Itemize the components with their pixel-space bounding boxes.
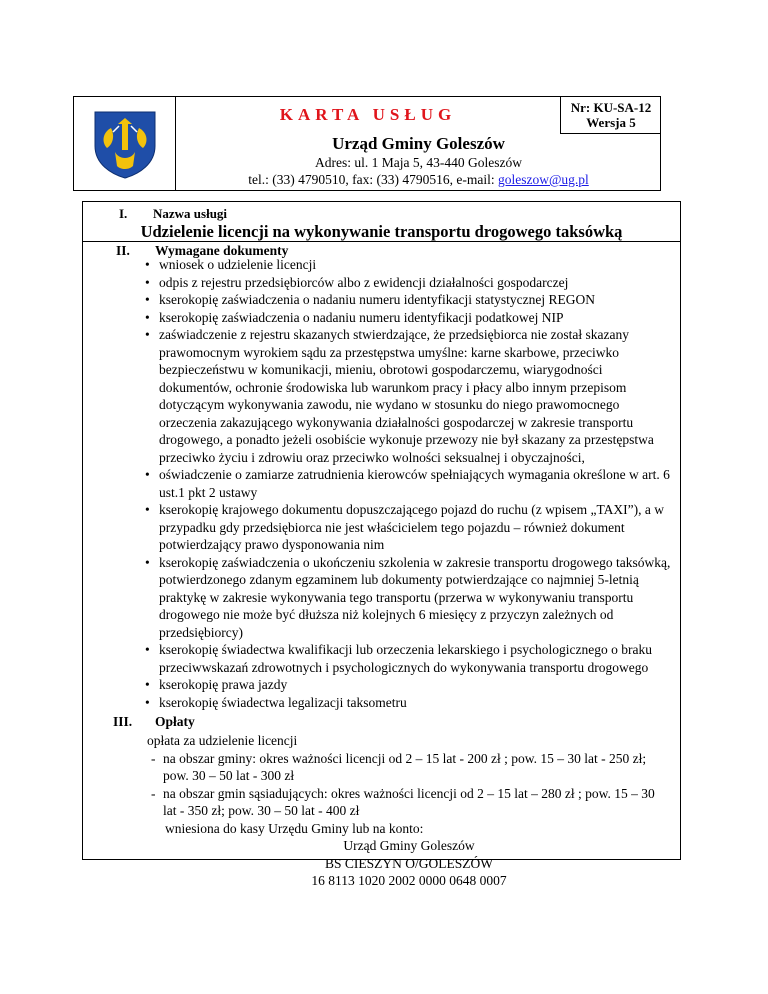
email-link[interactable]: goleszow@ug.pl [497, 172, 589, 187]
list-item: • wniosek o udzielenie licencji [145, 257, 317, 272]
office-address: Adres: ul. 1 Maja 5, 43-440 Goleszów [315, 155, 522, 170]
fee-intro: opłata za udzielenie licencji [147, 733, 298, 748]
list-item: • kserokopię prawa jazdy [145, 677, 288, 692]
office-name: Urząd Gminy Goleszów [332, 134, 505, 153]
document-number-cell [560, 96, 661, 134]
title-cell [176, 96, 560, 134]
card-title: KARTA USŁUG [279, 105, 457, 124]
list-item: • kserokopię zaświadczenia o nadaniu numeru identyfikacji statystycznej REGON [145, 292, 595, 307]
bank-branch: BS CIESZYN O/GOLESZÓW [325, 855, 493, 871]
section-number: III. [113, 714, 133, 729]
section-number: I. [119, 206, 128, 221]
section-service-name [82, 201, 681, 242]
list-item: • kserokopię zaświadczenia o nadaniu numeru identyfikacji podatkowej NIP [145, 309, 564, 325]
list-item: • kserokopię świadectwa kwalifikacji lub orzeczenia lekarskiego i psychologicznego o braku przeciwwskazań zdrowotnych i psychologicznych do wykonywania transportu drogowego [145, 642, 652, 675]
fee-item: - na obszar gminy: okres ważności licencji od 2 – 15 lat - 200 zł ; pow. 15 – 30 lat - 250 zł; pow. 30 – 50 lat - 300 zł [151, 750, 647, 783]
section-label: Wymagane dokumenty [155, 243, 289, 258]
section-number: II. [116, 243, 130, 258]
payment-note: wniesiona do kasy Urzędu Gminy lub na konto: [165, 820, 424, 836]
section-label: Nazwa usługi [153, 206, 228, 221]
fees-block [147, 732, 671, 890]
crest-cell [73, 96, 176, 191]
list-item: • kserokopię krajowego dokumentu dopuszczającego pojazd do ruchu (z wpisem „TAXI”), a w przypadku gdy przedsiębiorca nie jest właścicielem tego pojazdu – również dokument potwierdzający prawo dysponowania nim [145, 502, 664, 552]
document-version: Wersja 5 [586, 115, 636, 130]
office-contact [176, 172, 661, 188]
list-item: • kserokopię zaświadczenia o ukończeniu szkolenia w zakresie transportu drogowego taksówką, potwierdzonego zdanym egzaminem lub dokumenty potwierdzające co najmniej 5-letnią praktykę w zakresie wykonywania tego transportu (przerwa w wykonywaniu transportu drogowego nie może być dłuższa niż kolejnych 6 miesięcy z przyczyn zależnych od przedsiębiorcy) [145, 554, 671, 640]
service-name: Udzielenie licencji na wykonywanie transportu drogowego taksówką [140, 222, 623, 241]
bank-recipient: Urząd Gminy Goleszów [343, 838, 475, 853]
list-item: • odpis z rejestru przedsiębiorców albo z ewidencji działalności gospodarczej [145, 274, 569, 290]
list-item: • zaświadczenie z rejestru skazanych stwierdzające, że przedsiębiorca nie został skazany prawomocnym wyrokiem sądu za przestępstwa umyślne: karne skarbowe, przeciwko bezpieczeństwu w komunikacji, mieniu, obrotowi gospodarczemu, wiarygodności dokumentów, ochronie środowiska lub warunkom pracy i płacy albo innym przepisom dotyczącym wykonywania zawodu, nie wydano w stosunku do niego prawomocnego orzeczenia zakazującego wykonywania działalności gospodarczej w zakresie transportu drogowego, a ponadto jeżeli osobiście wykonuje przewozy nie był skazany za przestępstwa przeciwko życiu i zdrowiu oraz przeciwko wolności seksualnej i obyczajności, [145, 327, 654, 465]
contact-text: tel.: (33) 4790510, fax: (33) 4790516, e-mail: [248, 172, 498, 187]
bank-account: 16 8113 1020 2002 0000 0648 0007 [311, 873, 507, 888]
section-main [82, 242, 681, 888]
fee-item: - na obszar gmin sąsiadujących: okres ważności licencji od 2 – 15 lat – 280 zł ; pow. 15 – 30 lat - 350 zł; pow. 30 – 50 lat - 400 zł [151, 785, 655, 818]
list-item: • oświadczenie o zamiarze zatrudnienia kierowców spełniających wymagania określone w art. 6 ust.1 pkt 2 ustawy [145, 467, 670, 500]
document-number: Nr: KU-SA-12 [570, 100, 652, 115]
section-label: Opłaty [155, 714, 195, 729]
required-documents-list [147, 256, 671, 711]
coat-of-arms-icon [89, 108, 161, 180]
list-item: • kserokopię świadectwa legalizacji taksometru [145, 694, 407, 710]
